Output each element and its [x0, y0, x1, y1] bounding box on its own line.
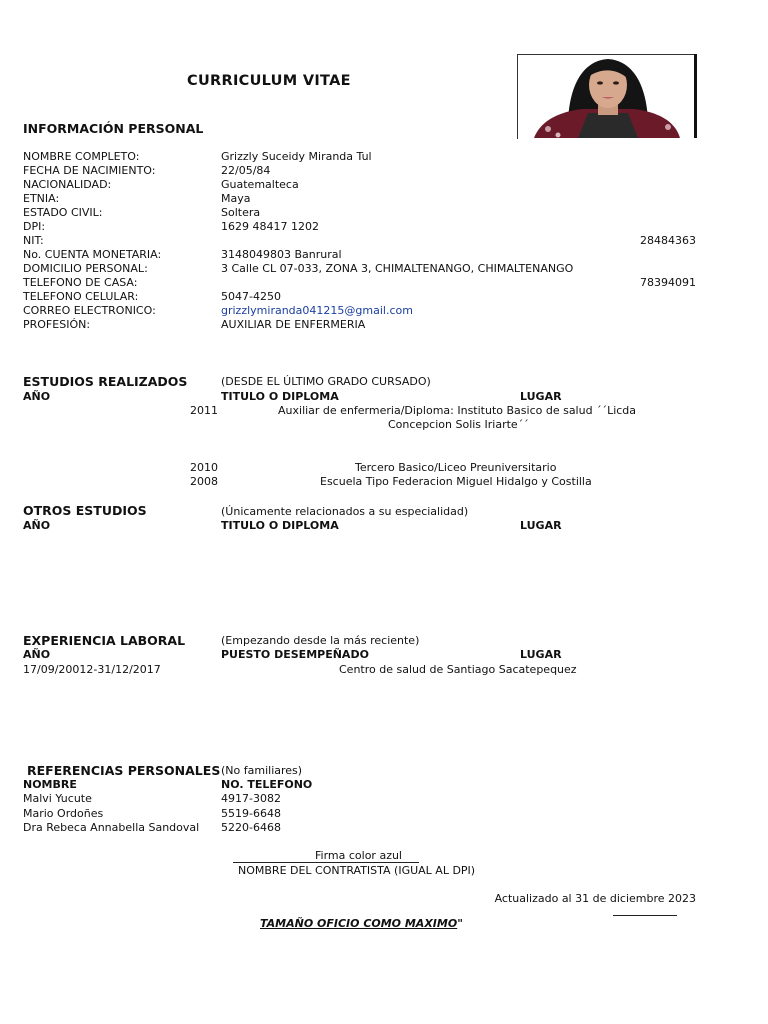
estudios-row-title-cont: Concepcion Solis Iriarte´´: [388, 418, 529, 431]
referencia-phone: 5519-6648: [221, 807, 281, 820]
label-profesion: PROFESIÓN:: [23, 318, 91, 331]
label-etnia: ETNIA:: [23, 192, 60, 205]
estudios-note: (DESDE EL ÚLTIMO GRADO CURSADO): [221, 375, 431, 388]
section-heading-personal: INFORMACIÓN PERSONAL: [23, 121, 204, 136]
otros-note: (Únicamente relacionados a su especialidad): [221, 505, 469, 518]
photo-border: [694, 54, 697, 138]
label-nit: NIT:: [23, 234, 44, 247]
experiencia-row-place: Centro de salud de Santiago Sacatepequez: [339, 663, 577, 676]
referencia-phone: 5220-6468: [221, 821, 281, 834]
section-heading-estudios: ESTUDIOS REALIZADOS: [23, 374, 188, 389]
section-heading-otros: OTROS ESTUDIOS: [23, 503, 147, 518]
referencia-name: Mario Ordoñes: [23, 807, 104, 820]
estudios-row-year: 2010: [190, 461, 218, 474]
label-nombre: NOMBRE COMPLETO:: [23, 150, 140, 163]
referencia-phone: 4917-3082: [221, 792, 281, 805]
value-fecha-nacimiento: 22/05/84: [221, 164, 271, 177]
referencias-col-name: NOMBRE: [23, 778, 77, 791]
label-telefono-celular: TELEFONO CELULAR:: [23, 290, 139, 303]
value-telefono-casa: 78394091: [640, 276, 696, 289]
otros-col-title: TITULO O DIPLOMA: [221, 519, 339, 532]
section-heading-experiencia: EXPERIENCIA LABORAL: [23, 633, 186, 648]
experiencia-note: (Empezando desde la más reciente): [221, 634, 420, 647]
referencias-note: (No familiares): [221, 764, 303, 777]
label-dpi: DPI:: [23, 220, 46, 233]
footer-note-text: TAMAÑO OFICIO COMO MAXIMO: [260, 917, 458, 930]
estudios-row-title: Auxiliar de enfermeria/Diploma: Instituto Basico de salud ´´Licda: [278, 404, 637, 417]
experiencia-col-title: PUESTO DESEMPEÑADO: [221, 648, 369, 661]
firma-name: NOMBRE DEL CONTRATISTA (IGUAL AL DPI): [238, 864, 476, 877]
estudios-row-title: Escuela Tipo Federacion Miguel Hidalgo y Costilla: [320, 475, 592, 488]
footer-note-quote: ": [457, 917, 463, 930]
section-heading-referencias: REFERENCIAS PERSONALES: [27, 763, 221, 778]
firma-label: Firma color azul: [315, 849, 402, 862]
referencia-name: Malvi Yucute: [23, 792, 92, 805]
referencias-col-phone: NO. TELEFONO: [221, 778, 313, 791]
value-estado-civil: Soltera: [221, 206, 261, 219]
otros-col-year: AÑO: [23, 519, 51, 532]
value-profesion: AUXILIAR DE ENFERMERIA: [221, 318, 366, 331]
label-cuenta: No. CUENTA MONETARIA:: [23, 248, 162, 261]
value-telefono-celular: 5047-4250: [221, 290, 281, 303]
label-telefono-casa: TELEFONO DE CASA:: [23, 276, 138, 289]
estudios-row-year: 2008: [190, 475, 218, 488]
divider-line: [613, 915, 677, 916]
experiencia-col-place: LUGAR: [520, 648, 562, 661]
value-cuenta: 3148049803 Banrural: [221, 248, 342, 261]
label-domicilio: DOMICILIO PERSONAL:: [23, 262, 148, 275]
label-correo: CORREO ELECTRONICO:: [23, 304, 156, 317]
email-link[interactable]: grizzlymiranda041215@gmail.com: [221, 304, 413, 317]
estudios-col-year: AÑO: [23, 390, 51, 403]
experiencia-col-year: AÑO: [23, 648, 51, 661]
label-nacionalidad: NACIONALIDAD:: [23, 178, 112, 191]
label-estado-civil: ESTADO CIVIL:: [23, 206, 103, 219]
estudios-row-title: Tercero Basico/Liceo Preuniversitario: [355, 461, 557, 474]
referencia-name: Dra Rebeca Annabella Sandoval: [23, 821, 200, 834]
value-nacionalidad: Guatemalteca: [221, 178, 299, 191]
profile-photo: [517, 54, 697, 139]
value-nombre: Grizzly Suceidy Miranda Tul: [221, 150, 372, 163]
label-fecha-nacimiento: FECHA DE NACIMIENTO:: [23, 164, 156, 177]
experiencia-row-year: 17/09/20012-31/12/2017: [23, 663, 161, 676]
firma-line: [233, 862, 419, 863]
value-domicilio: 3 Calle CL 07-033, ZONA 3, CHIMALTENANGO, CHIMALTENANGO: [221, 262, 574, 275]
footer-note: [260, 917, 463, 930]
estudios-row-year: 2011: [190, 404, 218, 417]
updated-date: Actualizado al 31 de diciembre 2023: [494, 892, 696, 905]
value-dpi: 1629 48417 1202: [221, 220, 319, 233]
otros-col-place: LUGAR: [520, 519, 562, 532]
value-etnia: Maya: [221, 192, 251, 205]
document-title: CURRICULUM VITAE: [187, 73, 351, 89]
estudios-col-title: TITULO O DIPLOMA: [221, 390, 339, 403]
estudios-col-place: LUGAR: [520, 390, 562, 403]
value-nit: 28484363: [640, 234, 696, 247]
